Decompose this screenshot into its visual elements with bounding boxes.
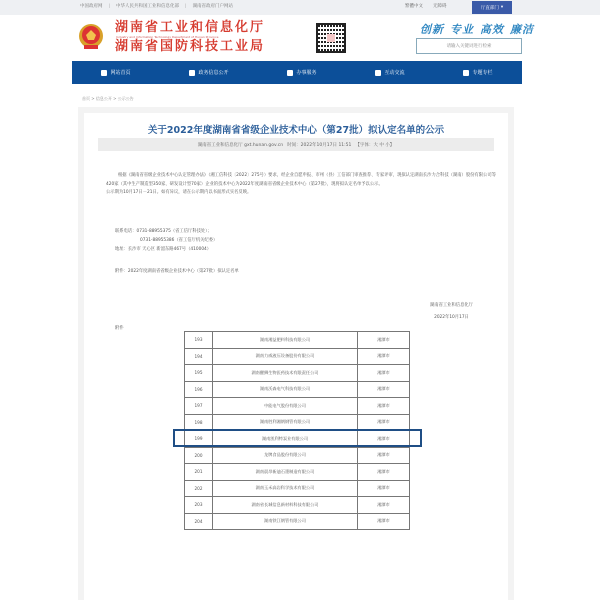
contact-phone-2: 0731-88955386（省工信厅机关纪委） <box>140 238 218 243</box>
slogan-word: 创新 <box>420 23 444 36</box>
nav-item-label: 政务信息公开 <box>198 70 229 76</box>
nav-item-gov-info[interactable] <box>189 69 228 76</box>
company-name: 龙牌食品股份有限公司 <box>213 447 358 464</box>
top-bar <box>0 0 600 15</box>
nav-item-services[interactable] <box>287 69 316 76</box>
site-title-cn-2: 湖南省国防科技工业局 <box>115 39 266 54</box>
nav-item-label: 网站首页 <box>110 70 131 76</box>
separator: | <box>185 3 187 9</box>
contact-phone-1: 联系电话：0731-88955375（省工信厅科技处）； <box>115 229 212 234</box>
company-name: 湖南玉禾高岩科学技术有限公司 <box>213 480 358 497</box>
top-links <box>80 3 233 9</box>
table-row <box>185 464 410 481</box>
contact-info <box>115 227 217 254</box>
search-placeholder: 请输入关键词进行检索 <box>446 44 492 49</box>
qr-code-icon <box>316 23 346 53</box>
font-size-switch[interactable]: 【字体：大 中 小】 <box>355 142 395 148</box>
site-title-cn-1: 湖南省工业和信息化厅 <box>115 20 266 35</box>
city: 湘潭市 <box>358 381 410 398</box>
city: 湘潭市 <box>358 414 410 431</box>
breadcrumb[interactable]: 首页 > 信息公开 > 公示公告 <box>82 96 134 101</box>
table-row <box>185 480 410 497</box>
signature <box>430 300 473 324</box>
table-row <box>185 447 410 464</box>
row-number: 203 <box>185 497 213 514</box>
highlight-box <box>173 429 422 447</box>
table-row <box>185 332 410 349</box>
home-icon <box>101 70 107 76</box>
document-icon <box>189 70 195 76</box>
dept-button-label: 厅直部门 <box>480 5 499 11</box>
article-meta <box>98 138 494 151</box>
paragraph: 根据《湖南省省级企业技术中心认定管理办法》（湘工信科技〔2022〕275号）要求，经企业自愿申报、市州（县）工信部门审查推荐、专家评审，现拟认定湖南长沙力合科技（湖南）股份有限公司等420家（其中生产制造型350家、研发设计型70家）企业的技术中心为2022年度湖南省省级企业技术中心（第27批），现将拟认定名单予以公示。 <box>106 173 496 187</box>
city: 湘潭市 <box>358 332 410 349</box>
table-row <box>185 513 410 530</box>
row-number: 202 <box>185 480 213 497</box>
link-gov-cn[interactable]: 中国政府网 <box>80 4 103 9</box>
city: 湘潭市 <box>358 447 410 464</box>
article-body <box>106 172 502 198</box>
dept-dropdown-button[interactable] <box>472 1 512 14</box>
city: 湘潭市 <box>358 431 410 448</box>
city: 湘潭市 <box>358 480 410 497</box>
paragraph: 公示期为10月17日－21日。如有异议，请在公示期内以书面形式实名反映。 <box>106 190 252 195</box>
row-number: 200 <box>185 447 213 464</box>
nav-item-label: 专题专栏 <box>472 70 493 76</box>
sign-org: 湖南省工业和信息化厅 <box>430 303 473 308</box>
company-name: 湖南铁江钢管有限公司 <box>213 513 358 530</box>
topic-icon <box>463 70 469 76</box>
accessibility-link[interactable]: 无障碍 <box>433 4 447 9</box>
chat-icon <box>375 70 381 76</box>
table-row <box>185 497 410 514</box>
company-name: 湖南湘益肥料科技有限公司 <box>213 332 358 349</box>
company-name: 湖南胜利湘钢钢管有限公司 <box>213 414 358 431</box>
nav-item-home[interactable] <box>101 69 130 76</box>
city: 湘潭市 <box>358 513 410 530</box>
attachment-label: 附件 <box>115 326 124 331</box>
table-row <box>185 398 410 415</box>
site-title[interactable] <box>115 20 265 54</box>
meta-time: 时间：2022年10月17日 11:51 <box>287 142 352 148</box>
table-row <box>185 348 410 365</box>
row-number: 193 <box>185 332 213 349</box>
nav-item-label: 互动交流 <box>384 70 405 76</box>
row-number: 196 <box>185 381 213 398</box>
city: 湘潭市 <box>358 497 410 514</box>
slogan-word: 专业 <box>450 23 474 36</box>
site-header <box>0 15 600 60</box>
separator: | <box>108 3 111 9</box>
row-number: 198 <box>185 414 213 431</box>
city: 湘潭市 <box>358 464 410 481</box>
row-number: 195 <box>185 365 213 382</box>
national-emblem-icon <box>78 23 104 51</box>
link-hunan-gov[interactable]: 湖南省政府门户网站 <box>192 4 234 9</box>
sign-date: 2022年10月17日 <box>434 315 469 320</box>
row-number: 204 <box>185 513 213 530</box>
company-name: 湖南省长城信息新材料科技有限公司 <box>213 497 358 514</box>
company-name: 中能电气股份有限公司 <box>213 398 358 415</box>
search-input[interactable] <box>416 38 522 54</box>
row-number: 197 <box>185 398 213 415</box>
nav-item-interaction[interactable] <box>375 69 404 76</box>
site-title-en: Industry and Information Technology Department of Hunan Province <box>116 35 219 39</box>
city: 湘潭市 <box>358 398 410 415</box>
slogan <box>420 21 534 37</box>
company-name: 湖南醒狮生物医药技术有限责任公司 <box>213 365 358 382</box>
nav-item-label: 办事服务 <box>296 70 317 76</box>
company-name: 湖南沃森电气科技有限公司 <box>213 381 358 398</box>
table-row <box>185 365 410 382</box>
article-title: 关于2022年度湖南省省级企业技术中心（第27批）拟认定名单的公示 <box>147 125 445 136</box>
attachment-link[interactable]: 附件：2022年度湖南省省级企业技术中心（第27批）拟认定名单 <box>115 269 239 274</box>
slogan-word: 高效 <box>480 23 504 36</box>
row-number: 194 <box>185 348 213 365</box>
nav-item-topics[interactable] <box>463 69 492 76</box>
chevron-down-icon: ▾ <box>500 5 504 10</box>
company-name: 湖南晨昂新迪石墨制造有限公司 <box>213 464 358 481</box>
row-number: 201 <box>185 464 213 481</box>
city: 湘潭市 <box>358 348 410 365</box>
slogan-word: 廉洁 <box>510 23 534 36</box>
meta-source: 湖南省工业和信息化厅 gxt.hunan.gov.cn <box>197 142 284 148</box>
row-number: 199 <box>185 431 213 448</box>
city: 湘潭市 <box>358 365 410 382</box>
main-nav <box>72 61 522 84</box>
company-name: 湖南凯利特泵业有限公司 <box>213 431 358 448</box>
table-row <box>185 381 410 398</box>
handshake-icon <box>287 70 293 76</box>
top-right-links <box>405 3 447 9</box>
link-miit[interactable]: 中华人民共和国工业和信息化部 <box>116 4 180 9</box>
traditional-chinese-link[interactable]: 繁體中文 <box>405 4 423 9</box>
contact-address: 地址：长沙市 天心区 新韶东路467号（410004） <box>115 247 212 252</box>
company-name: 湖南力威液压设备股份有限公司 <box>213 348 358 365</box>
